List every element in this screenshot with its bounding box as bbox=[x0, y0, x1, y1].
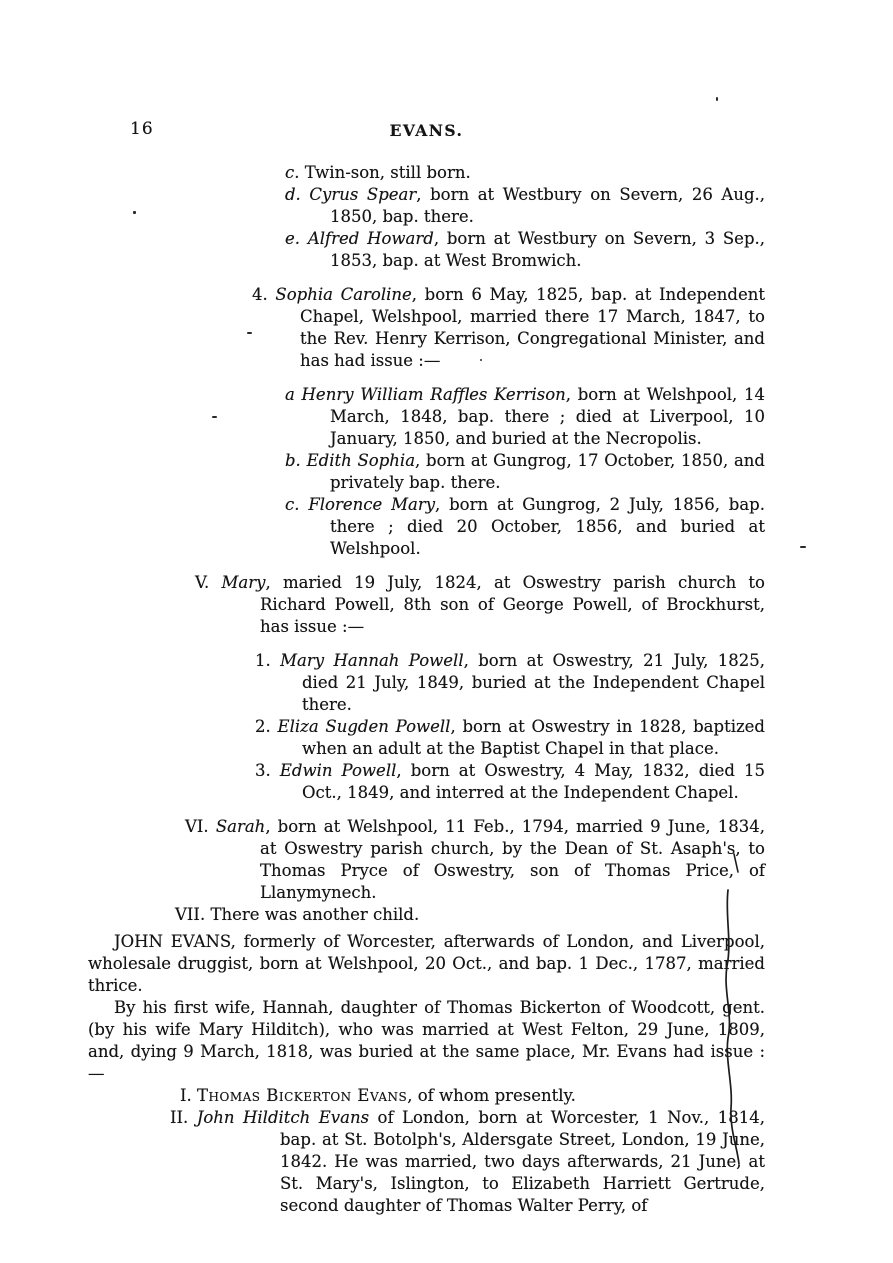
person-name: Eliza Sugden Powell bbox=[277, 717, 451, 736]
entry-label: V. bbox=[195, 573, 210, 592]
ink-speck bbox=[133, 211, 136, 214]
ink-speck bbox=[247, 332, 252, 334]
entry-text: , born at Oswestry, 21 July, 1825, died 21 July, 1849, buried at the Independent Chapel there. bbox=[302, 651, 766, 714]
entry-b-edith-sophia bbox=[88, 450, 765, 494]
entry-vi-sarah bbox=[88, 816, 765, 904]
page-number: 16 bbox=[130, 119, 154, 139]
entry-text: , born at Oswestry, 4 May, 1832, died 15 Oct., 1849, and interred at the Independent Chapel. bbox=[302, 761, 765, 802]
entry-text: , born at Gungrog, 2 July, 1856, bap. there ; died 20 October, 1856, and buried at Welshpool. bbox=[330, 495, 765, 558]
entry-label: II. bbox=[170, 1108, 189, 1127]
entry-1-mary-hannah-powell bbox=[88, 650, 765, 716]
entry-e-alfred-howard bbox=[88, 228, 765, 272]
entry-text: , born 6 May, 1825, bap. at Independent Chapel, Welshpool, married there 17 March, 1847, to the Rev. Henry Kerrison, Congregational Minister, and has had issue :— bbox=[300, 285, 766, 370]
running-header-title: EVANS. bbox=[389, 121, 464, 140]
person-name: Edwin Powell bbox=[279, 761, 397, 780]
person-name: Mary Hannah Powell bbox=[280, 651, 464, 670]
ink-speck bbox=[480, 359, 482, 361]
entry-text: , born at Gungrog, 17 October, 1850, and privately bap. there. bbox=[330, 451, 765, 492]
person-name: Thomas Bickerton Evans bbox=[197, 1086, 408, 1105]
entry-label: 3. bbox=[255, 761, 271, 780]
entry-c-florence-mary bbox=[88, 494, 765, 560]
entry-d-cyrus-spear bbox=[88, 184, 765, 228]
entry-ii-john-hilditch-evans bbox=[88, 1107, 765, 1217]
entry-a-henry-kerrison bbox=[88, 384, 765, 450]
person-name: Florence Mary bbox=[308, 495, 436, 514]
ink-speck bbox=[800, 546, 806, 548]
ink-speck bbox=[716, 97, 718, 101]
entry-label: I. bbox=[180, 1086, 192, 1105]
entry-label: c. bbox=[285, 495, 300, 514]
entry-text: , of whom presently. bbox=[407, 1086, 576, 1105]
entry-label: VI. bbox=[185, 817, 209, 836]
person-name: Mary bbox=[221, 573, 266, 592]
entry-label: e. bbox=[285, 229, 301, 248]
person-name: Henry William Raffles Kerrison bbox=[301, 385, 566, 404]
text-block bbox=[88, 118, 765, 1217]
paragraph-first-wife: By his first wife, Hannah, daughter of Thomas Bickerton of Woodcott, gent. (by his wife Mary Hilditch), who was married at West Felton, 29 June, 1809, and, dying 9 March, 1818, was buried at the same place, Mr. Evans had issue :— bbox=[88, 998, 765, 1083]
entry-text: Twin-son, still born. bbox=[304, 163, 471, 182]
entry-text: There was another child. bbox=[210, 905, 420, 924]
entry-vii-another-child bbox=[88, 904, 765, 926]
entry-label: 4. bbox=[252, 285, 268, 304]
person-name: John Hilditch Evans bbox=[196, 1108, 370, 1127]
paragraph-john-evans: JOHN EVANS, formerly of Worcester, afterwards of London, and Liverpool, wholesale druggist, born at Welshpool, 20 Oct., and bap. 1 Dec., 1787, married thrice. bbox=[88, 932, 765, 995]
entry-text: , born at Oswestry in 1828, baptized when an adult at the Baptist Chapel in that place. bbox=[302, 717, 765, 758]
entry-label: d. bbox=[285, 185, 301, 204]
entry-i-thomas-bickerton-evans bbox=[88, 1085, 765, 1107]
entry-text: , maried 19 July, 1824, at Oswestry parish church to Richard Powell, 8th son of George Powell, of Brockhurst, has issue :— bbox=[260, 573, 765, 636]
person-name: Sophia Caroline bbox=[275, 285, 412, 304]
ink-speck bbox=[212, 416, 217, 418]
entry-label: VII. bbox=[175, 905, 206, 924]
entry-text: , born at Welshpool, 14 March, 1848, bap. there ; died at Liverpool, 10 January, 1850, and buried at the Necropolis. bbox=[330, 385, 765, 448]
person-name: Edith Sophia bbox=[306, 451, 416, 470]
entry-c-twin-son bbox=[88, 162, 765, 184]
person-name: Sarah bbox=[215, 817, 266, 836]
entry-3-edwin-powell bbox=[88, 760, 765, 804]
person-name: Cyrus Spear bbox=[309, 185, 417, 204]
entry-text: , born at Westbury on Severn, 26 Aug., 1850, bap. there. bbox=[330, 185, 766, 226]
entry-2-eliza-sugden-powell bbox=[88, 716, 765, 760]
entry-text: of London, born at Worcester, 1 Nov., 1814, bap. at St. Botolph's, Aldersgate Street, London, 19 June, 1842. He was married, two days afterwards, 21 June, at St. Mary's, Islington, to Elizabeth Harriett Gertrude, second daughter of Thomas Walter Perry, of bbox=[280, 1108, 765, 1215]
entry-label: a bbox=[285, 385, 295, 404]
entry-label: b. bbox=[285, 451, 301, 470]
entry-label: 1. bbox=[255, 651, 271, 670]
entry-text: , born at Welshpool, 11 Feb., 1794, married 9 June, 1834, at Oswestry parish church, by the Dean of St. Asaph's, to Thomas Pryce of Oswestry, son of Thomas Price, of Llanymynech. bbox=[260, 817, 765, 902]
entry-label: 2. bbox=[255, 717, 271, 736]
entry-label: c. bbox=[285, 163, 300, 182]
entry-text: , born at Westbury on Severn, 3 Sep., 1853, bap. at West Bromwich. bbox=[330, 229, 766, 270]
person-name: Alfred Howard bbox=[307, 229, 434, 248]
entry-4-sophia-caroline bbox=[88, 284, 765, 372]
running-head bbox=[88, 118, 765, 162]
entry-v-mary bbox=[88, 572, 765, 638]
